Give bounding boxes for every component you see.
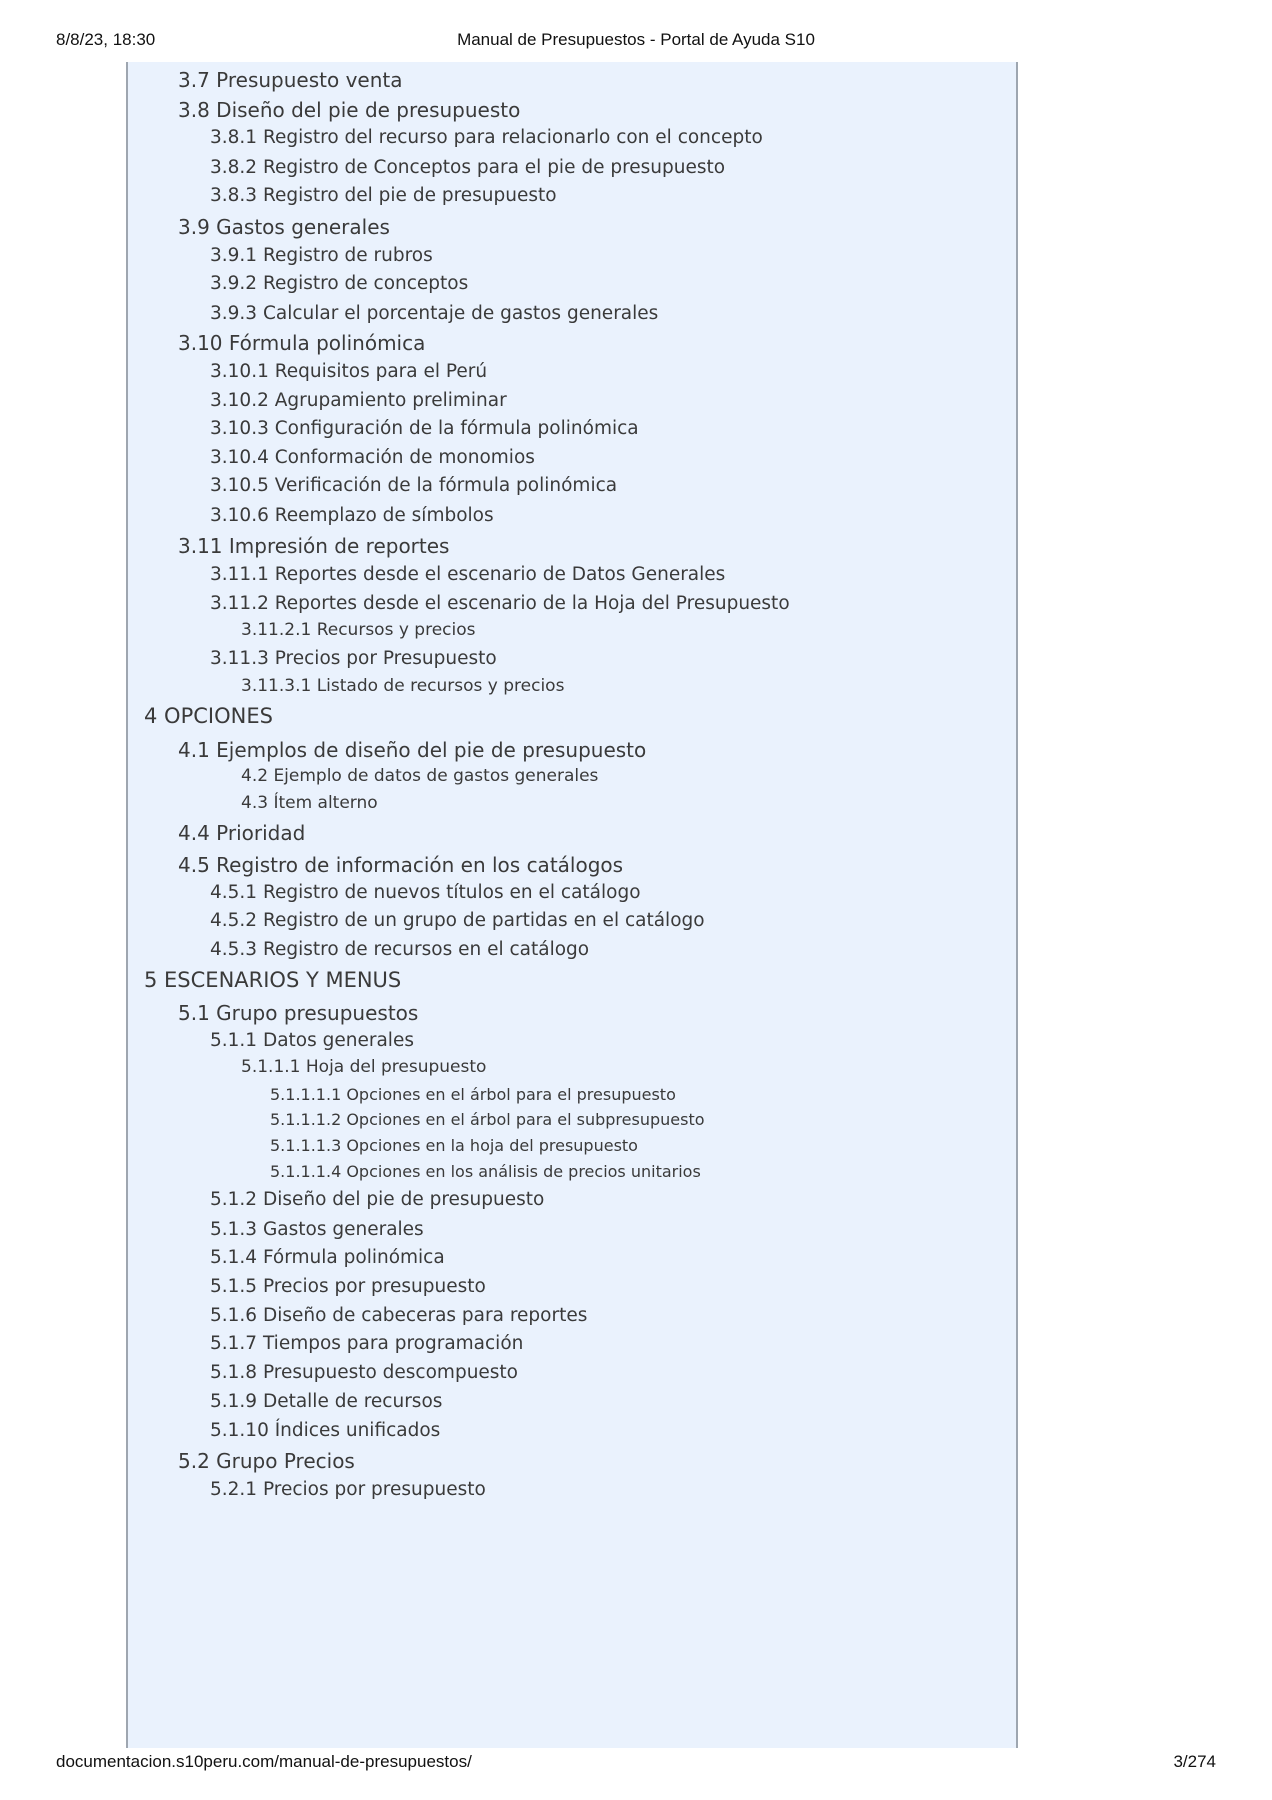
toc-link[interactable]: 3.11.3 Precios por Presupuesto — [210, 648, 497, 669]
toc-link[interactable]: 3.10.1 Requisitos para el Perú — [210, 361, 488, 382]
toc-link[interactable]: 5.2.1 Precios por presupuesto — [210, 1479, 486, 1500]
print-header — [0, 30, 1272, 54]
toc-link[interactable]: 5.1 Grupo presupuestos — [178, 1001, 419, 1025]
toc-link[interactable]: 3.10.4 Conformación de monomios — [210, 447, 535, 468]
toc-link[interactable]: 5.1.1.1.2 Opciones en el árbol para el subpresupuesto — [270, 1110, 705, 1129]
toc-link[interactable]: 3.9.3 Calcular el porcentaje de gastos generales — [210, 303, 659, 324]
toc-link[interactable]: 4.5.3 Registro de recursos en el catálogo — [210, 939, 590, 960]
toc-link[interactable]: 5.1.8 Presupuesto descompuesto — [210, 1362, 519, 1383]
toc-link[interactable]: 5.1.1.1.3 Opciones en la hoja del presupuesto — [270, 1136, 638, 1155]
toc-link[interactable]: 5.2 Grupo Precios — [178, 1449, 355, 1473]
toc-link[interactable]: 3.10.2 Agrupamiento preliminar — [210, 390, 507, 411]
page-url: documentacion.s10peru.com/manual-de-presupuestos/ — [56, 1752, 472, 1771]
toc-link[interactable]: 5.1.4 Fórmula polinómica — [210, 1247, 445, 1268]
toc-link[interactable]: 3.11.1 Reportes desde el escenario de Datos Generales — [210, 564, 726, 585]
toc-link[interactable]: 4 OPCIONES — [144, 704, 273, 728]
toc-link[interactable]: 3.11.2.1 Recursos y precios — [241, 620, 476, 640]
toc-link[interactable]: 5.1.7 Tiempos para programación — [210, 1333, 524, 1354]
toc-link[interactable]: 5.1.2 Diseño del pie de presupuesto — [210, 1189, 545, 1210]
toc-link[interactable]: 3.8.3 Registro del pie de presupuesto — [210, 185, 557, 206]
toc-link[interactable]: 3.8.1 Registro del recurso para relacionarlo con el concepto — [210, 127, 763, 148]
toc-link[interactable]: 4.5.2 Registro de un grupo de partidas en el catálogo — [210, 910, 705, 931]
toc-link[interactable]: 5.1.1.1 Hoja del presupuesto — [241, 1057, 487, 1077]
toc-link[interactable]: 5.1.3 Gastos generales — [210, 1219, 424, 1240]
page-title: Manual de Presupuestos - Portal de Ayuda S10 — [457, 30, 815, 49]
toc-link[interactable]: 5.1.10 Índices unificados — [210, 1420, 441, 1441]
toc-link[interactable]: 4.5 Registro de información en los catálogos — [178, 853, 624, 877]
toc-link[interactable]: 5.1.1 Datos generales — [210, 1030, 414, 1051]
toc-link[interactable]: 4.1 Ejemplos de diseño del pie de presupuesto — [178, 738, 647, 762]
toc-link[interactable]: 3.11 Impresión de reportes — [178, 534, 450, 558]
toc-link[interactable]: 3.7 Presupuesto venta — [178, 68, 403, 92]
toc-link[interactable]: 5.1.1.1.4 Opciones en los análisis de precios unitarios — [270, 1162, 701, 1181]
toc-link[interactable]: 3.11.2 Reportes desde el escenario de la Hoja del Presupuesto — [210, 593, 790, 614]
toc-link[interactable]: 3.10.6 Reemplazo de símbolos — [210, 505, 494, 526]
toc-link[interactable]: 4.3 Ítem alterno — [241, 793, 378, 813]
print-date: 8/8/23, 18:30 — [56, 30, 156, 49]
toc-link[interactable]: 5.1.5 Precios por presupuesto — [210, 1276, 486, 1297]
toc-link[interactable]: 3.8 Diseño del pie de presupuesto — [178, 98, 521, 122]
toc-link[interactable]: 4.2 Ejemplo de datos de gastos generales — [241, 766, 599, 786]
toc-link[interactable]: 5.1.1.1.1 Opciones en el árbol para el presupuesto — [270, 1085, 676, 1104]
toc-link[interactable]: 5.1.9 Detalle de recursos — [210, 1391, 443, 1412]
toc-link[interactable]: 3.9.1 Registro de rubros — [210, 245, 433, 266]
toc-link[interactable]: 3.11.3.1 Listado de recursos y precios — [241, 676, 565, 696]
toc-link[interactable]: 4.4 Prioridad — [178, 821, 306, 845]
toc-link[interactable]: 3.9 Gastos generales — [178, 215, 390, 239]
toc-link[interactable]: 3.10.3 Configuración de la fórmula polinómica — [210, 418, 639, 439]
toc-link[interactable]: 3.8.2 Registro de Conceptos para el pie de presupuesto — [210, 157, 726, 178]
toc-link[interactable]: 3.10 Fórmula polinómica — [178, 331, 426, 355]
toc-link[interactable]: 5 ESCENARIOS Y MENUS — [144, 968, 402, 992]
table-of-contents — [126, 62, 1018, 1748]
toc-link[interactable]: 3.10.5 Verificación de la fórmula polinómica — [210, 475, 618, 496]
page-number: 3/274 — [1173, 1752, 1216, 1771]
toc-link[interactable]: 3.9.2 Registro de conceptos — [210, 273, 469, 294]
toc-link[interactable]: 4.5.1 Registro de nuevos títulos en el catálogo — [210, 882, 641, 903]
toc-link[interactable]: 5.1.6 Diseño de cabeceras para reportes — [210, 1305, 588, 1326]
